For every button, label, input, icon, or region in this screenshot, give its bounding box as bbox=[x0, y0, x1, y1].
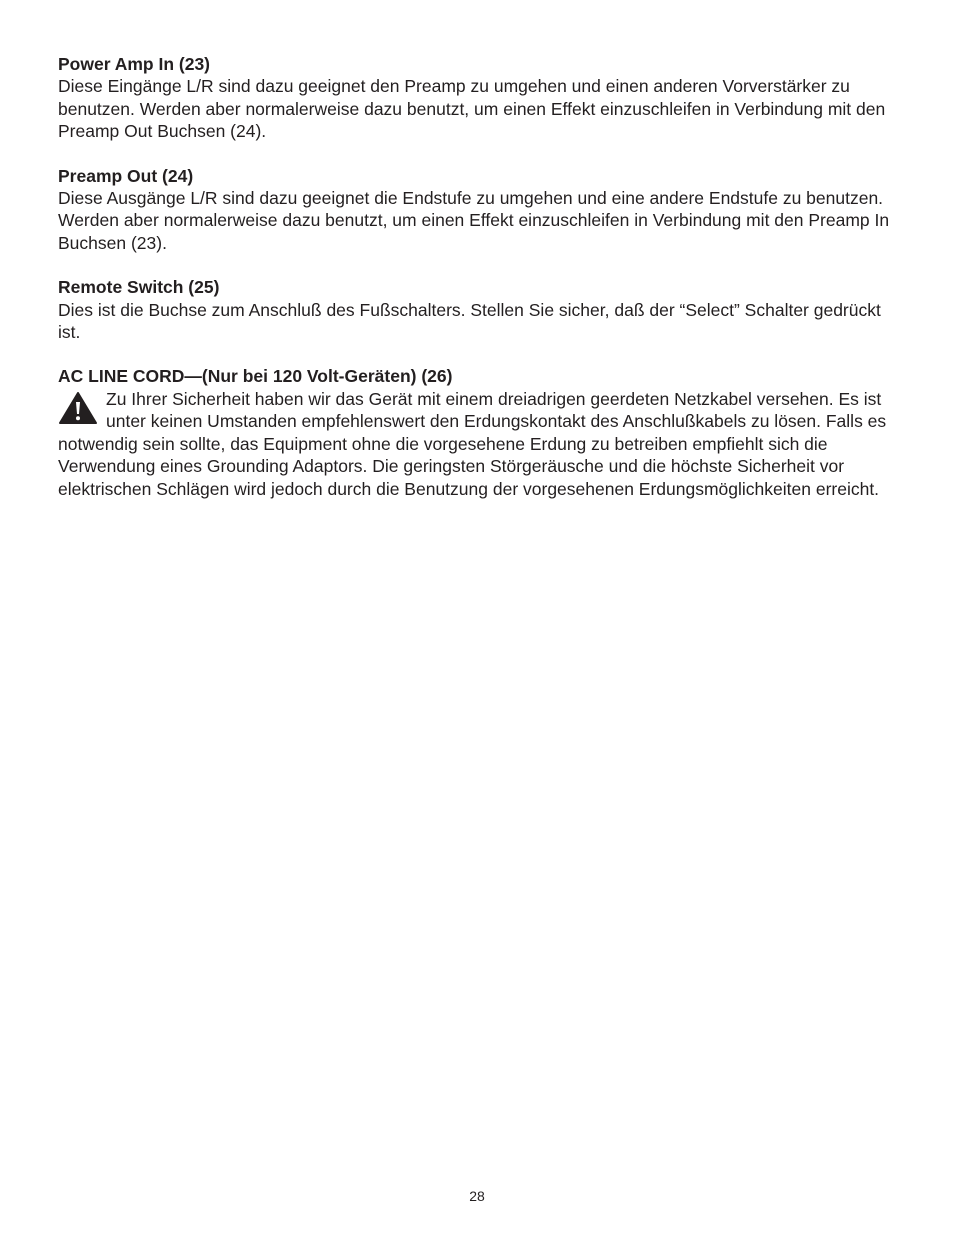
section-text: Zu Ihrer Sicherheit haben wir das Gerät mit einem dreiadrigen geerdeten Netzkabel versehen. Es ist unter keinen Umstanden empfehlenswert den Erdungskontakt des Anschlußkabels zu lösen. Falls es notwendig sein sollte, das Equipment ohne die vorgesehene Erdung zu betreiben empfiehlt sich die Verwendung eines Grounding Adaptors. Die geringsten Störgeräusche und die höchste Sicherheit vor elektrischen Schlägen wird jedoch durch die Benutzung der vorgesehenen Erdungsmöglichkeiten erreicht. bbox=[58, 388, 887, 499]
section-text: Dies ist die Buchse zum Anschluß des Fußschalters. Stellen Sie sicher, daß der “Select” Schalter gedrückt ist. bbox=[58, 299, 881, 343]
warning-triangle-icon bbox=[58, 391, 100, 425]
section-remote-switch bbox=[58, 276, 908, 343]
document-body bbox=[58, 53, 908, 522]
section-ac-line-cord bbox=[58, 365, 908, 499]
page-number: 28 bbox=[469, 1188, 485, 1204]
section-heading: AC LINE CORD—(Nur bei 120 Volt-Geräten) (26) bbox=[58, 366, 453, 387]
section-heading: Preamp Out (24) bbox=[58, 165, 194, 186]
section-power-amp-in bbox=[58, 53, 908, 143]
section-text: Diese Ausgänge L/R sind dazu geeignet die Endstufe zu umgehen und eine andere Endstufe zu benutzen. Werden aber normalerweise dazu benutzt, um einen Effekt einzuschleifen in Verbindung mit den Preamp In Buchsen (23). bbox=[58, 188, 890, 253]
section-heading: Power Amp In (23) bbox=[58, 54, 211, 74]
section-text: Diese Eingänge L/R sind dazu geeignet den Preamp zu umgehen und einen anderen Vorverstärker zu benutzen. Werden aber normalerweise dazu benutzt, um einen Effekt einzuschleifen in Verbindung mit den Preamp Out Buchsen (24). bbox=[58, 76, 886, 142]
section-preamp-out bbox=[58, 165, 908, 255]
section-heading: Remote Switch (25) bbox=[58, 277, 220, 298]
